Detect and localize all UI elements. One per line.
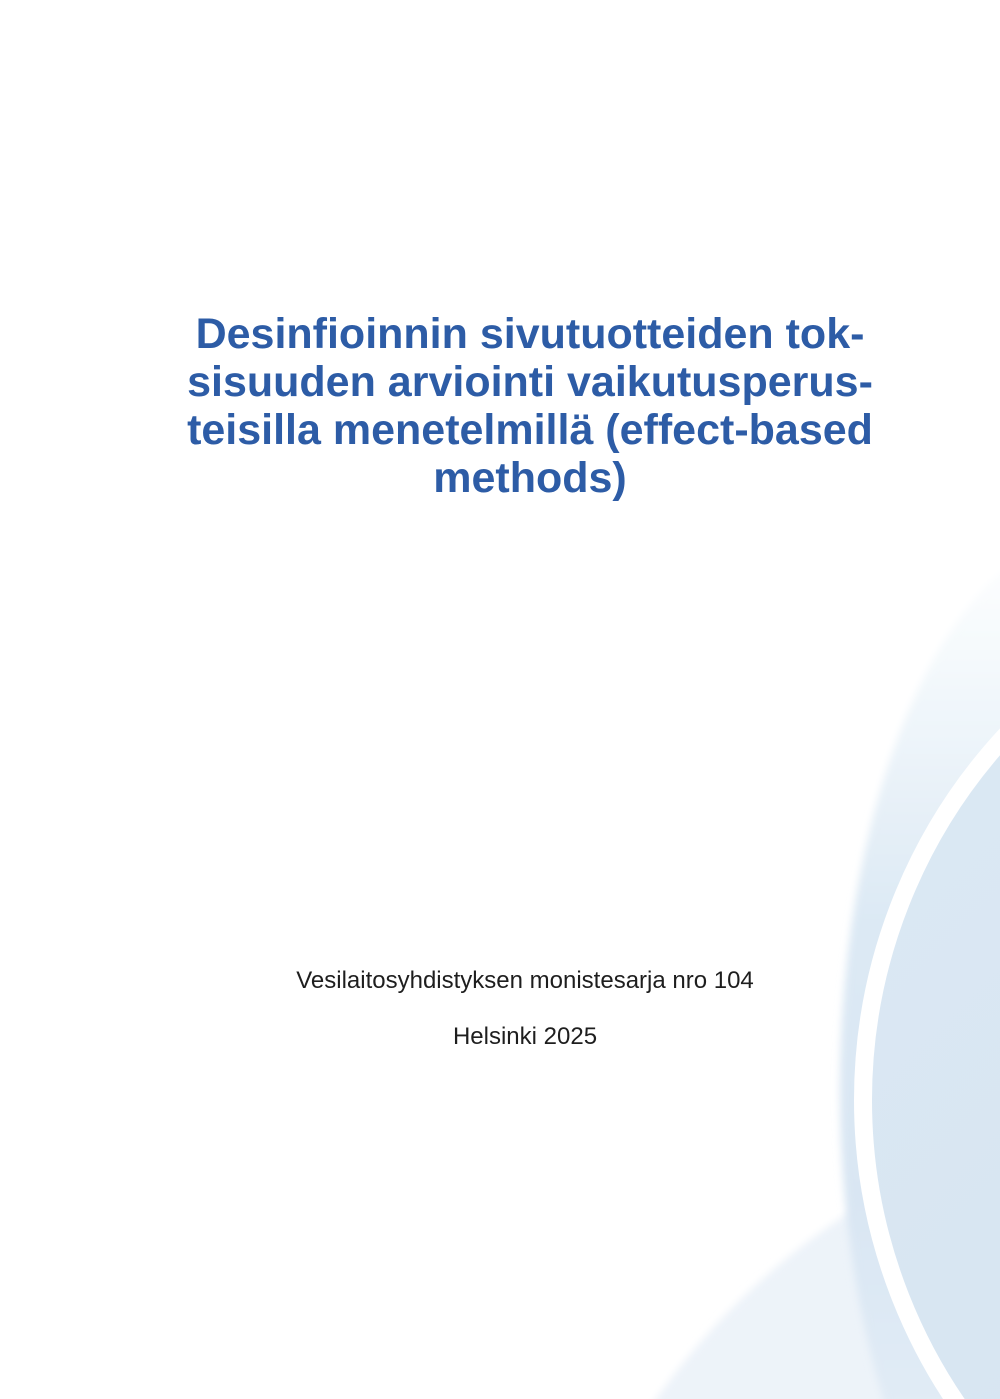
cover-title-line: methods): [433, 454, 627, 502]
cover-title: [60, 310, 1000, 502]
cover-title-line: Desinfioinnin sivutuotteiden tok-: [195, 310, 865, 358]
cover-title-line: sisuuden arviointi vaikutusperus-: [187, 358, 873, 406]
cover-title-line: teisilla menetelmillä (effect-based: [187, 406, 873, 454]
series-line: Vesilaitosyhdistyksen monistesarja nro 104: [296, 967, 754, 994]
place-year-line: Helsinki 2025: [452, 1023, 598, 1050]
